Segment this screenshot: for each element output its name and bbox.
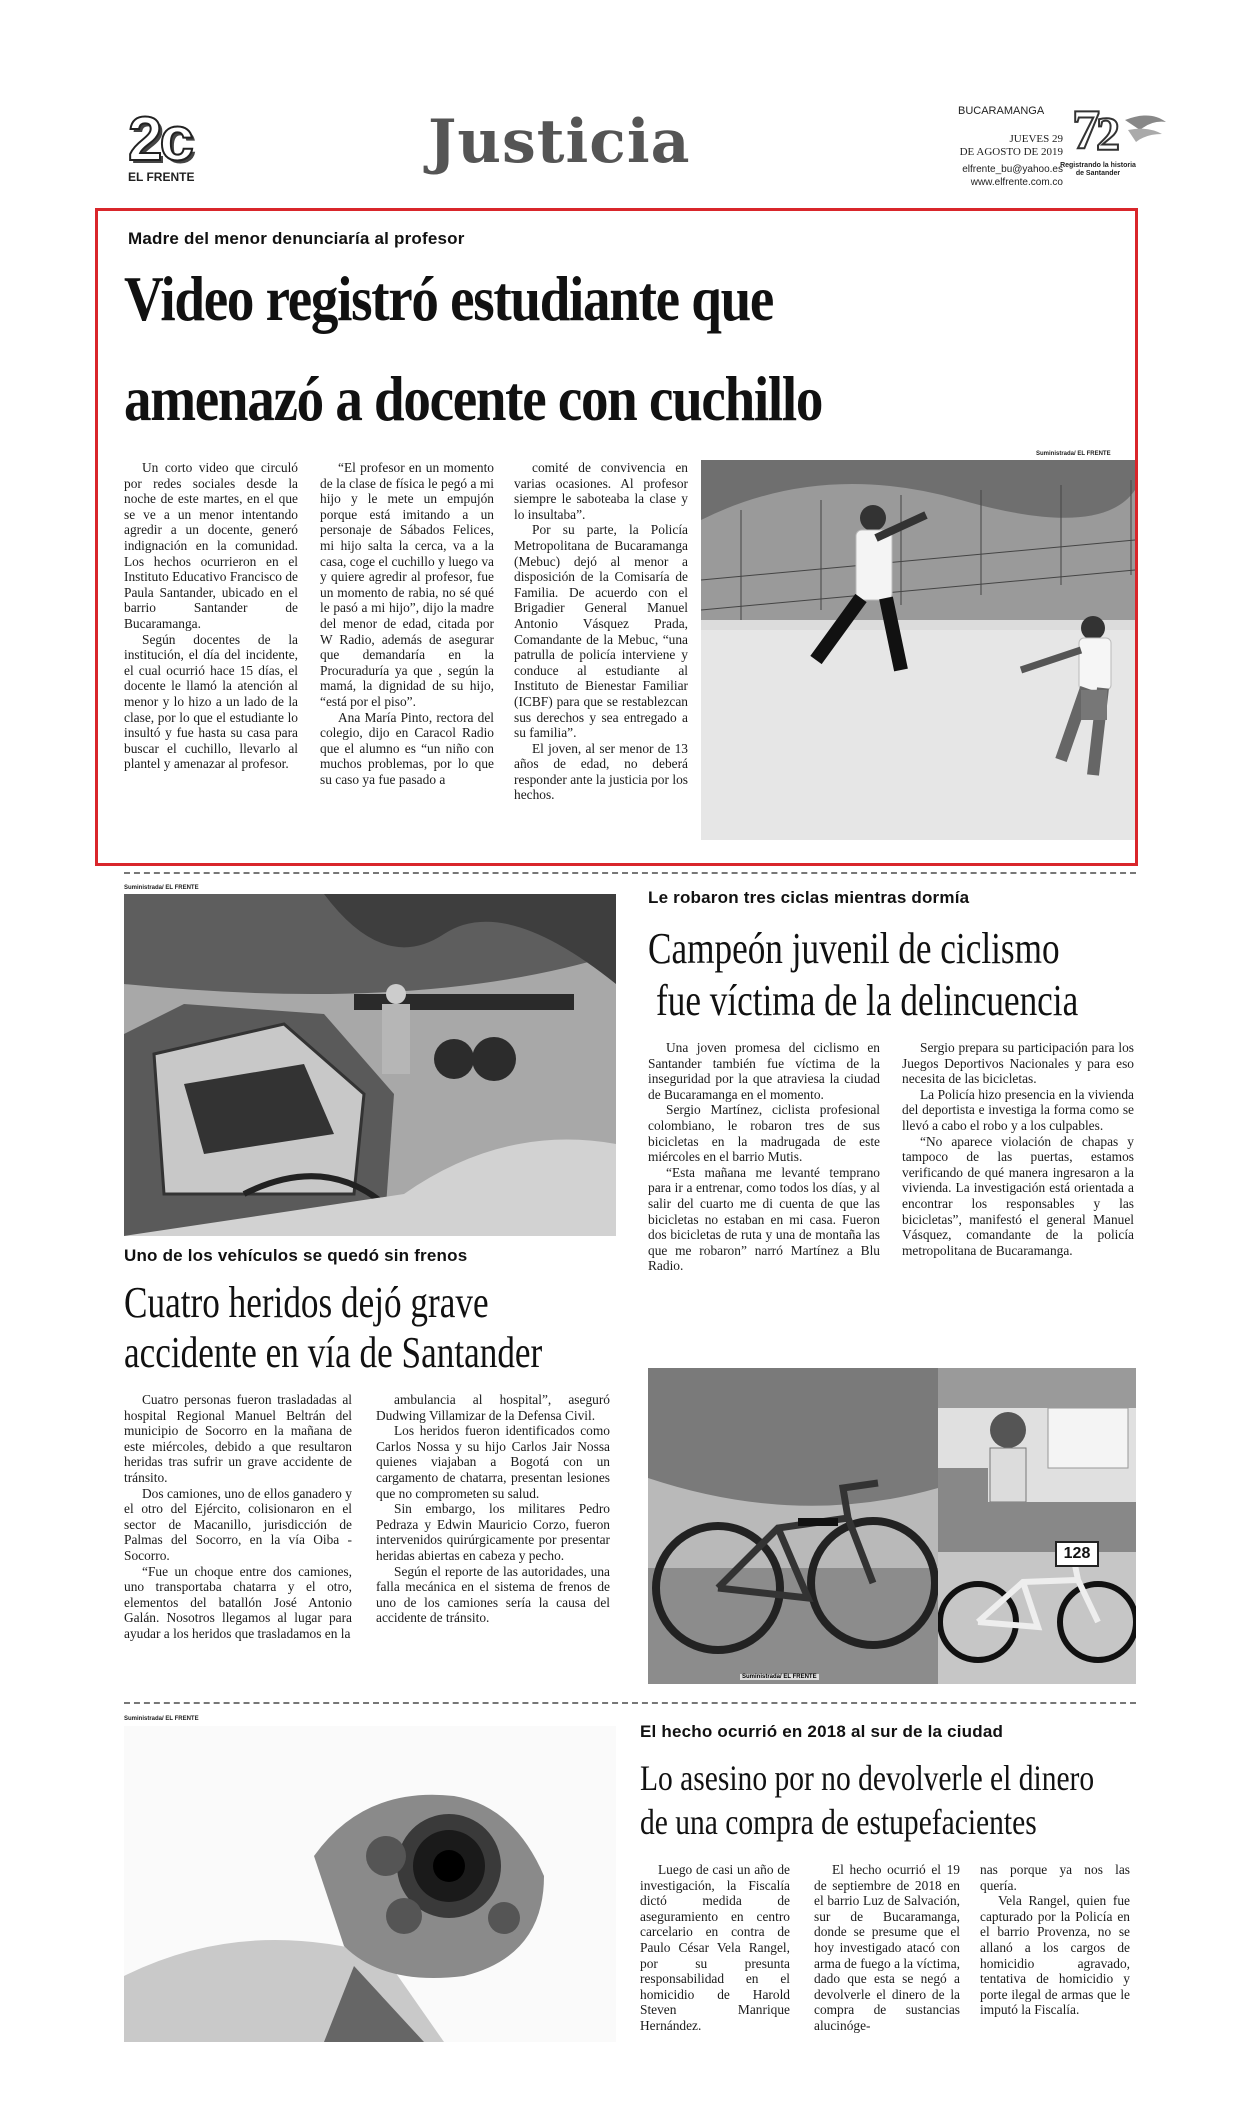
paragraph: La Policía hizo presencia en la vivienda del deportista e investiga la forma como se llevó a cabo el robo y a los culpables. — [902, 1086, 1134, 1133]
bike-number-plate: 128 — [1063, 1545, 1091, 1562]
paragraph: Ana María Pinto, rectora del colegio, dijo en Caracol Radio que el alumno es “un niño con muchos problemas, por lo que su caso ya fue pasado a — [320, 709, 494, 787]
paragraph: El joven, al ser menor de 13 años de edad, no deberá responder ante la justicia por los hechos. — [514, 740, 688, 803]
story4-column-3 — [980, 1862, 1130, 2018]
svg-text:2: 2 — [1096, 108, 1120, 160]
paragraph: Luego de casi un año de investigación, la Fiscalía dictó medida de aseguramiento en centro carcelario en contra de Paulo César Vela Rangel, por su presunta responsabilidad en el homicidio de Harold Steven Manrique Hernández. — [640, 1862, 790, 2033]
story1-column-1 — [124, 460, 298, 772]
anniversary-logo — [1070, 100, 1170, 160]
svg-text:7: 7 — [1072, 100, 1100, 160]
section-title: Justicia — [428, 107, 691, 177]
paragraph: “Esta mañana me levanté temprano para ir a entrenar, como todos los días, y al salir del cuarto me di cuenta de que las bicicletas no estaban en mi casa. Fueron dos bicicletas de ruta y una de montaña las que me robaron” narró Martínez a Blu Radio. — [648, 1164, 880, 1274]
masthead — [0, 100, 1240, 190]
paragraph: comité de convivencia en varias ocasiones. Al profesor siempre le saboteaba la clase y lo insultaba”. — [514, 460, 688, 522]
story4-column-1 — [640, 1862, 790, 2034]
story2-headline-line2: accidente en vía de Santander — [124, 1328, 543, 1377]
story2-kicker: Uno de los vehículos se quedó sin frenos — [124, 1246, 468, 1265]
story3-photo-mountain-bike — [648, 1368, 938, 1684]
header-city: BUCARAMANGA — [958, 105, 1045, 117]
paragraph: Según docentes de la institución, el día del incidente, el cual ocurrió hace 15 días, el docente le llamó la atención al menor y lo hizo a un lado de la clase, por lo que el estudiante lo insultó y fue hasta su casa para buscar el cuchillo, llevarlo al plantel y amenazar al profesor. — [124, 631, 298, 772]
story4-headline-line2: de una compra de estupefacientes — [640, 1802, 1037, 1842]
story1-photo-schoolyard — [701, 460, 1135, 840]
page-number: 2c — [128, 105, 191, 174]
paragraph: Un corto video que circuló por redes sociales desde la noche de este martes, en el que se ve a un menor intentando agredir a un docente, generó indignación en la comunidad. Los hechos ocurrieron en el Instituto Educativo Francisco de Paula Santander, ubicado en el barrio Santander de Bucaramanga. — [124, 460, 298, 631]
paragraph: Sergio prepara su participación para los Juegos Deportivos Nacionales y para eso necesita de las bicicletas. — [902, 1040, 1134, 1087]
story2-column-2 — [376, 1392, 610, 1626]
story3-headline-line1: Campeón juvenil de ciclismo — [648, 924, 1060, 973]
story1-headline-line2: amenazó a docente con cuchillo — [124, 363, 823, 434]
paragraph: nas porque ya nos las quería. — [980, 1862, 1130, 1893]
story2-headline-line1: Cuatro heridos dejó grave — [124, 1278, 489, 1327]
header-email[interactable]: elfrente_bu@yahoo.es — [962, 164, 1063, 175]
paragraph: “El profesor en un momento de la clase de física le pegó a mi hijo y le mete un empujón porque está imitando a un personaje de Sábados Felices, mi hijo salta la cerca, va a la casa, coge el cuchillo y luego va y quiere agredir al profesor, fue un momento de rabia, no sé qué le pasó a mi hijo”, dijo la madre del menor de edad, citada por W Radio, además de asegurar que demandaría en la Procuraduría ya que , según la mamá, la dignidad de su hijo, “está por el piso”. — [320, 460, 494, 709]
paragraph: ambulancia al hospital”, aseguró Dudwing Villamizar de la Defensa Civil. — [376, 1392, 610, 1423]
story1-photo-credit: Suministrada/ EL FRENTE — [1036, 451, 1111, 457]
paragraph: Los heridos fueron identificados como Carlos Nossa y su hijo Carlos Jair Nossa quienes viajaban a Bogotá con un cargamento de chatarra, presentan lesiones que no comprometen su salud. — [376, 1423, 610, 1501]
section-divider — [124, 872, 1136, 874]
header-date-line1: JUEVES 29 — [1009, 133, 1063, 145]
story1-headline-line1: Video registró estudiante que — [124, 263, 774, 334]
story4-photo-credit: Suministrada/ EL FRENTE — [124, 1716, 199, 1722]
story3-column-1 — [648, 1040, 880, 1274]
paragraph: Sergio Martínez, ciclista profesional colombiano, le robaron tres de sus bicicletas en la madrugada de este miércoles en el barrio Mutis. — [648, 1102, 880, 1165]
paragraph: Según el reporte de las autoridades, una falla mecánica en el sistema de frenos de uno de los camiones sería la causa del accidente de tránsito. — [376, 1563, 610, 1626]
header-website[interactable]: www.elfrente.com.co — [970, 177, 1063, 188]
paragraph: Vela Rangel, quien fue capturado por la Policía en el barrio Provenza, no se allanó a los cargos de homicidio agravado, tentativa de homicidio y porte ilegal de armas que le imputó la Fiscalía. — [980, 1893, 1130, 2018]
section-divider — [124, 1702, 1136, 1704]
paragraph: Dos camiones, uno de ellos ganadero y el otro del Ejército, colisionaron en el sector de Macanillo, jurisdicción de Palmas del Socorro, en la vía Oiba - Socorro. — [124, 1485, 352, 1563]
story2-photo-crash — [124, 894, 616, 1236]
story4-column-2 — [814, 1862, 960, 2034]
paragraph: Cuatro personas fueron trasladadas al hospital Regional Manuel Beltrán del municipio de Socorro en la mañana de este miércoles, debido a que resultaron heridas tras sufrir un grave accidente de tránsito. — [124, 1392, 352, 1485]
story3-photo-credit: Suministrada/ EL FRENTE — [742, 1674, 817, 1680]
story3-kicker: Le robaron tres ciclas mientras dormía — [648, 888, 970, 907]
paragraph: “Fue un choque entre dos camiones, uno transportaba chatarra y el otro, elementos del batallón José Antonio Galán. Nosotros llegamos al lugar para ayudar a los heridos que trasladamos en la — [124, 1563, 352, 1641]
story3-headline-line2: fue víctima de la delincuencia — [656, 976, 1079, 1025]
brand-label: EL FRENTE — [128, 170, 195, 184]
story4-photo-revolver — [124, 1726, 616, 2042]
header-date-line2: DE AGOSTO DE 2019 — [959, 146, 1063, 158]
anniversary-tagline: Registrando la historia de Santander — [1060, 162, 1136, 177]
story3-column-2 — [902, 1040, 1134, 1258]
paragraph: El hecho ocurrió el 19 de septiembre de 2018 en el barrio Luz de Salvación, sur de Bucaramanga, donde se presume que el hoy investigado atacó con arma de fuego a la víctima, dado que esta se negó a devolverle el dinero de la compra de sustancias alucinóge- — [814, 1862, 960, 2033]
story2-column-1 — [124, 1392, 352, 1642]
paragraph: Por su parte, la Policía Metropolitana de Bucaramanga (Mebuc) dejó al menor a disposición de la Comisaría de Familia. De acuerdo con el Brigadier General Manuel Antonio Vásquez Prada, Comandante de la Mebuc, “una patrulla de policía interviene y conduce al estudiante al Instituto de Bienestar Familiar (ICBF) para que se restablezcan sus derechos y sea entregado a su familia”. — [514, 522, 688, 741]
paragraph: Una joven promesa del ciclismo en Santander también fue víctima de la inseguridad por la que atraviesa la ciudad de Bucaramanga en el momento. — [648, 1040, 880, 1102]
story3-photo-road-bike — [938, 1502, 1136, 1684]
paragraph: Sin embargo, los militares Pedro Pedraza y Edwin Mauricio Corzo, fueron intervenidos quirúrgicamente por presentar heridas abiertas en cabeza y pecho. — [376, 1501, 610, 1563]
story2-photo-credit: Suministrada/ EL FRENTE — [124, 885, 199, 891]
story4-headline-line1: Lo asesino por no devolverle el dinero — [640, 1758, 1095, 1798]
story3-photo-podium — [938, 1368, 1136, 1502]
story4-kicker: El hecho ocurrió en 2018 al sur de la ciudad — [640, 1722, 1004, 1741]
story1-kicker: Madre del menor denunciaría al profesor — [128, 229, 465, 248]
story1-column-2 — [320, 460, 494, 787]
story1-column-3 — [514, 460, 688, 803]
paragraph: “No aparece violación de chapas y tampoco de las puertas, estamos verificando de qué manera ingresaron a la vivienda. La investigación está orientada a encontrar los responsables y las bicicletas”, manifestó el general Manuel Vásquez, comandante de la policía metropolitana de Bucaramanga. — [902, 1133, 1134, 1258]
